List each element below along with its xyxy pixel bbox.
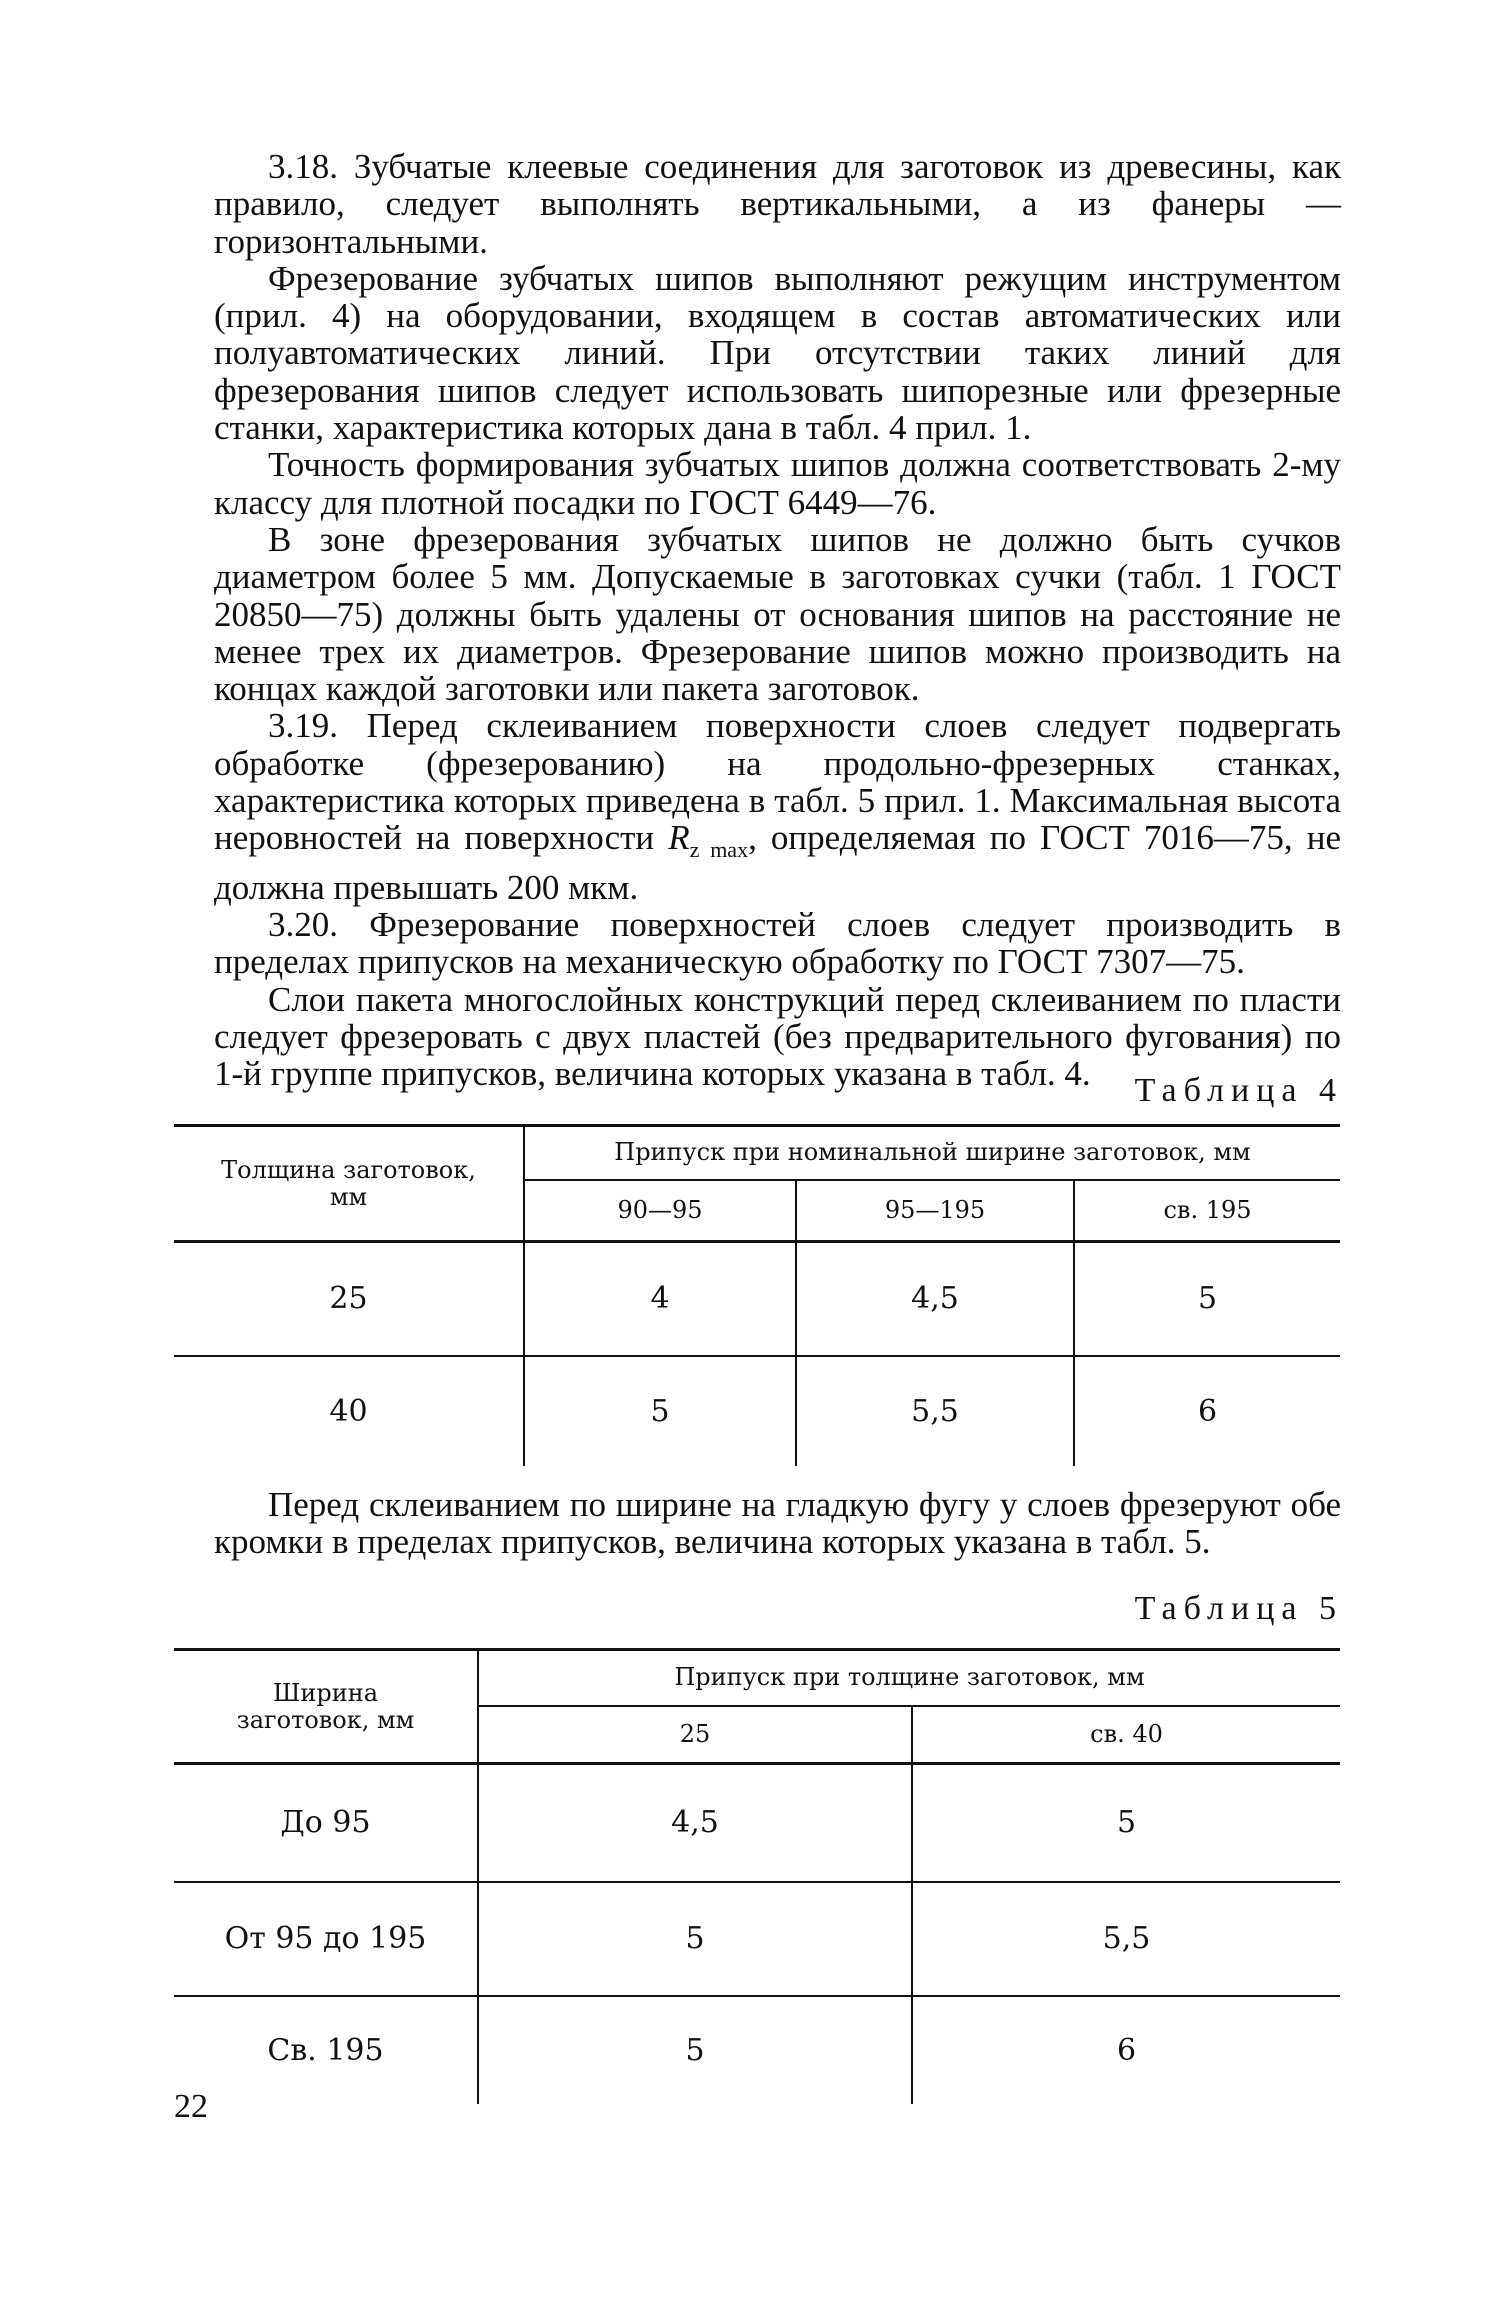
- table-4: [174, 1124, 1340, 1466]
- paragraph-3-20: 3.20. Фрезерование поверхностей слоев следует производить в пределах припусков на механическую обработку по ГОСТ 7307—75.: [214, 904, 1341, 982]
- paragraph-knots: В зоне фрезерования зубчатых шипов не должно быть сучков диаметром более 5 мм. Допускаемые в заготовках сучки (табл. 1 ГОСТ 20850—75) должны быть удалены от основания шипов на расстояние не менее трех их диаметров. Фрезерование шипов можно производить на концах каждой заготовки или пакета заготовок.: [214, 519, 1341, 709]
- table-5: [174, 1648, 1340, 2104]
- table-row: [174, 1882, 1340, 1996]
- table-4-row-header: Толщина заготовок, мм: [174, 1126, 524, 1242]
- rz-subscript: z max: [689, 837, 749, 863]
- body-text-between: [214, 1486, 1341, 1561]
- table-5-row-header: Ширина заготовок, мм: [174, 1650, 478, 1764]
- table-cell: 5: [912, 1764, 1340, 1882]
- table-cell: 5: [524, 1356, 796, 1466]
- paragraph-layers: Слои пакета многослойных конструкций перед склеиванием по пласти следует фрезеровать с двух пластей (без предварительного фугования) по 1-й группе припусков, величина которых указана в табл. 4.: [214, 979, 1341, 1094]
- table-4-col-header: св. 195: [1074, 1180, 1340, 1242]
- table-cell: 40: [174, 1356, 524, 1466]
- table-row: [174, 1356, 1340, 1466]
- table-cell: 5,5: [912, 1882, 1340, 1996]
- rz-symbol: R: [668, 818, 690, 858]
- table-cell: 5: [1074, 1242, 1340, 1356]
- table-cell: Св. 195: [174, 1996, 478, 2104]
- table-4-caption: Таблица 4: [1134, 1072, 1343, 1109]
- paragraph-3-19: 3.19. Перед склеиванием поверхности слоев следует подвергать обработке (фрезерованию) на продольно-фрезерных станках, характеристика которых приведена в табл. 5 прил. 1. Максимальная высота неровностей на поверхности $R_{z max}$, определяемая по ГОСТ 7016—75, не должна превышать 200 мкм.: [214, 706, 1341, 907]
- table-cell: 5: [478, 1996, 912, 2104]
- table-cell: 6: [1074, 1356, 1340, 1466]
- table-cell: 4,5: [796, 1242, 1074, 1356]
- table-5-col-header: 25: [478, 1706, 912, 1764]
- rz-after: , определяемая по ГОСТ 7016—75, не должна превышать 200 мкм.: [214, 818, 1341, 907]
- table-5-caption: Таблица 5: [1134, 1590, 1343, 1627]
- table-4-group-header: Припуск при номинальной ширине заготовок, мм: [524, 1126, 1340, 1180]
- table-5-col-header: св. 40: [912, 1706, 1340, 1764]
- table-row: [174, 1764, 1340, 1882]
- table-cell: 5,5: [796, 1356, 1074, 1466]
- paragraph-accuracy: Точность формирования зубчатых шипов должна соответствовать 2-му классу для плотной посадки по ГОСТ 6449—76.: [214, 445, 1341, 522]
- table-4-col-header: 95—195: [796, 1180, 1074, 1242]
- table-cell: 4: [524, 1242, 796, 1356]
- table-cell: 25: [174, 1242, 524, 1356]
- table-cell: 4,5: [478, 1764, 912, 1882]
- table-4-col-header: 90—95: [524, 1180, 796, 1242]
- table-cell: 6: [912, 1996, 1340, 2104]
- table-5-group-header: Припуск при толщине заготовок, мм: [478, 1650, 1340, 1706]
- table-cell: 5: [478, 1882, 912, 1996]
- paragraph-milling: Фрезерование зубчатых шипов выполняют режущим инструментом (прил. 4) на оборудовании, входящем в состав автоматических или полуавтоматических линий. При отсутствии таких линий для фрезерования шипов следует использовать шипорезные или фрезерные станки, характеристика которых дана в табл. 4 прил. 1.: [214, 258, 1341, 448]
- body-text-top: [214, 148, 1341, 1092]
- paragraph-3-18: 3.18. Зубчатые клеевые соединения для заготовок из древесины, как правило, следует выполнять вертикальными, а из фанеры — горизонтальными.: [214, 147, 1341, 261]
- paragraph-edges: Перед склеиванием по ширине на гладкую фугу у слоев фрезеруют обе кромки в пределах припусков, величина которых указана в табл. 5.: [214, 1485, 1341, 1562]
- table-cell: От 95 до 195: [174, 1882, 478, 1996]
- table-cell: До 95: [280, 1805, 371, 1841]
- table-row: [174, 1242, 1340, 1356]
- table-row: [174, 1996, 1340, 2104]
- page-number: 22: [174, 2088, 208, 2125]
